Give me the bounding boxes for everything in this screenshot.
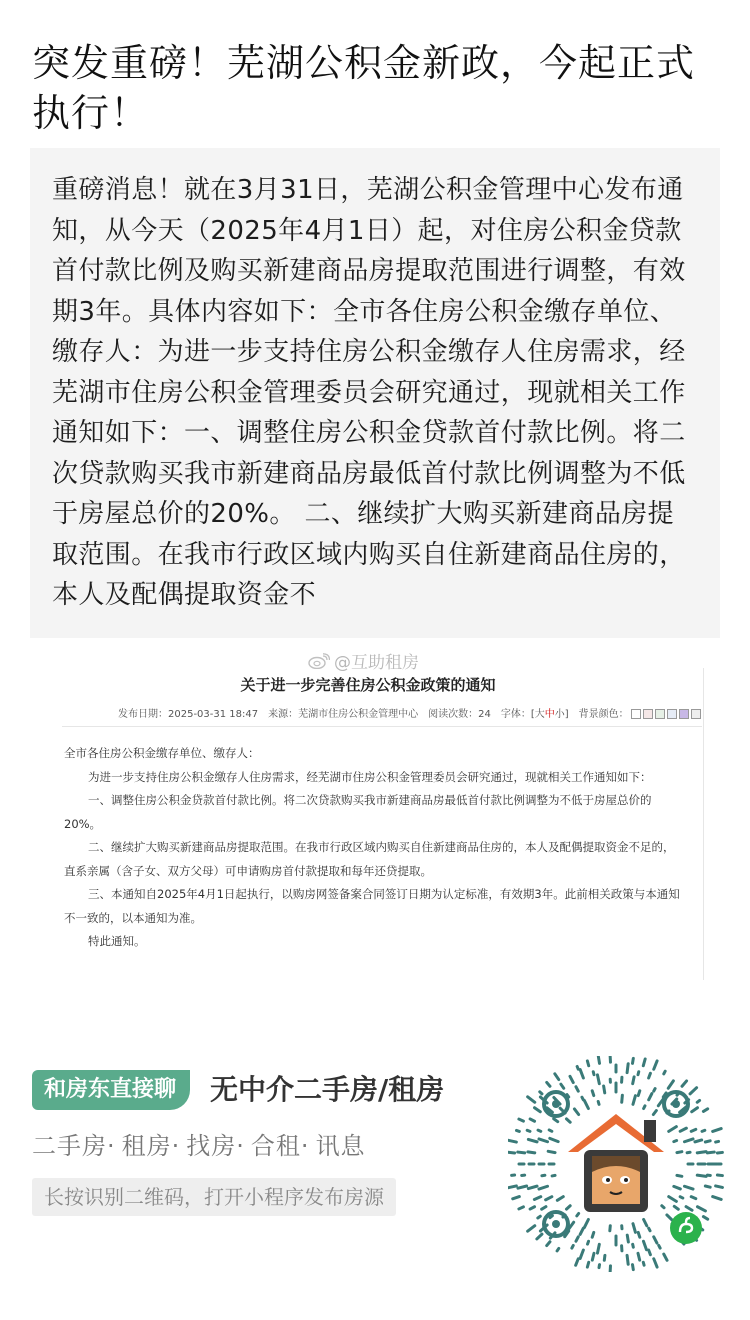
feature-item: 合租· [250,1132,310,1160]
feature-item: 讯息 [315,1132,366,1160]
views-label: 阅读次数： [428,709,479,720]
qr-call-to-action: 长按识别二维码，打开小程序发布房源 [32,1178,396,1216]
notice-right-border [703,668,704,980]
direct-chat-badge: 和房东直接聊 [32,1070,190,1110]
notice-divider [62,726,702,727]
background-swatch[interactable] [655,709,665,719]
background-color-label: 背景颜色： [578,709,629,720]
feature-item: 二手房· [32,1132,116,1160]
background-swatch[interactable] [691,709,701,719]
article-title: 突发重磅！芜湖公积金新政，今起正式执行！ [32,41,696,135]
article-quote-box [30,148,720,638]
background-swatch[interactable] [631,709,641,719]
font-size-label: 字体： [500,709,531,720]
publish-date: 2025-03-31 18:47 [168,709,259,720]
notice-screenshot [58,648,704,980]
mini-program-qr-code-icon[interactable] [508,1056,724,1272]
notice-paragraph: 二、继续扩大购买新建商品房提取范围。在我市行政区域内购买自住新建商品住房的，本人及配偶提取资金不足的，直系亲属（含子女、双方父母）可申请购房首付款提取和每年还贷提取。 [64,840,675,878]
font-size-small[interactable]: 小] [554,709,569,720]
notice-salutation: 全市各住房公积金缴存单位、缴存人： [64,746,260,760]
background-swatch[interactable] [667,709,677,719]
source: 芜湖市住房公积金管理中心 [298,709,419,720]
notice-body [64,742,682,954]
notice-meta [118,705,701,720]
font-size-medium[interactable]: 中 [544,709,555,720]
notice-paragraph: 一、调整住房公积金贷款首付款比例。将二次贷款购买我市新建商品房最低首付款比例调整为不低于房屋总价的20%。 [64,793,652,831]
views-count: 24 [478,709,491,720]
feature-item: 租房· [121,1132,181,1160]
watermark [308,648,419,673]
weibo-logo-icon [308,653,330,669]
background-swatches [629,709,701,720]
font-size-large[interactable]: [大 [530,709,545,720]
watermark-text: @互助租房 [334,653,419,673]
promo-headline: 无中介二手房/租房 [210,1073,445,1106]
notice-closing: 特此通知。 [88,934,146,948]
notice-paragraph: 三、本通知自2025年4月1日起执行，以购房网签备案合同签订日期为认定标准，有效期3年。此前相关政策与本通知不一致的，以本通知为准。 [64,887,680,925]
promo-features [32,1126,366,1161]
notice-title: 关于进一步完善住房公积金政策的通知 [240,676,496,694]
background-swatch[interactable] [643,709,653,719]
background-swatch[interactable] [679,709,689,719]
notice-paragraph: 为进一步支持住房公积金缴存人住房需求，经芜湖市住房公积金管理委员会研究通过，现就相关工作通知如下： [88,769,652,784]
publish-date-label: 发布日期： [118,709,168,720]
mini-program-logo-icon [670,1212,702,1244]
source-label: 来源： [268,709,299,720]
feature-item: 找房· [186,1132,245,1160]
article-body: 重磅消息！就在3月31日，芜湖公积金管理中心发布通知，从今天（2025年4月1日）起，对住房公积金贷款首付款比例及购买新建商品房提取范围进行调整，有效期3年。具体内容如下：全市各住房公积金缴存单位、缴存人：为进一步支持住房公积金缴存人住房需求，经芜湖市住房公积金管理委员会研究通过，现就相关工作通知如下：一、调整住房公积金贷款首付款比例。将二次贷款购买我市新建商品房最低首付款比例调整为不低于房屋总价的20%。 二、继续扩大购买新建商品房提取范围。在我市行政区域内购买自住新建商品住房的，本人及配偶提取资金不 [52,175,686,610]
